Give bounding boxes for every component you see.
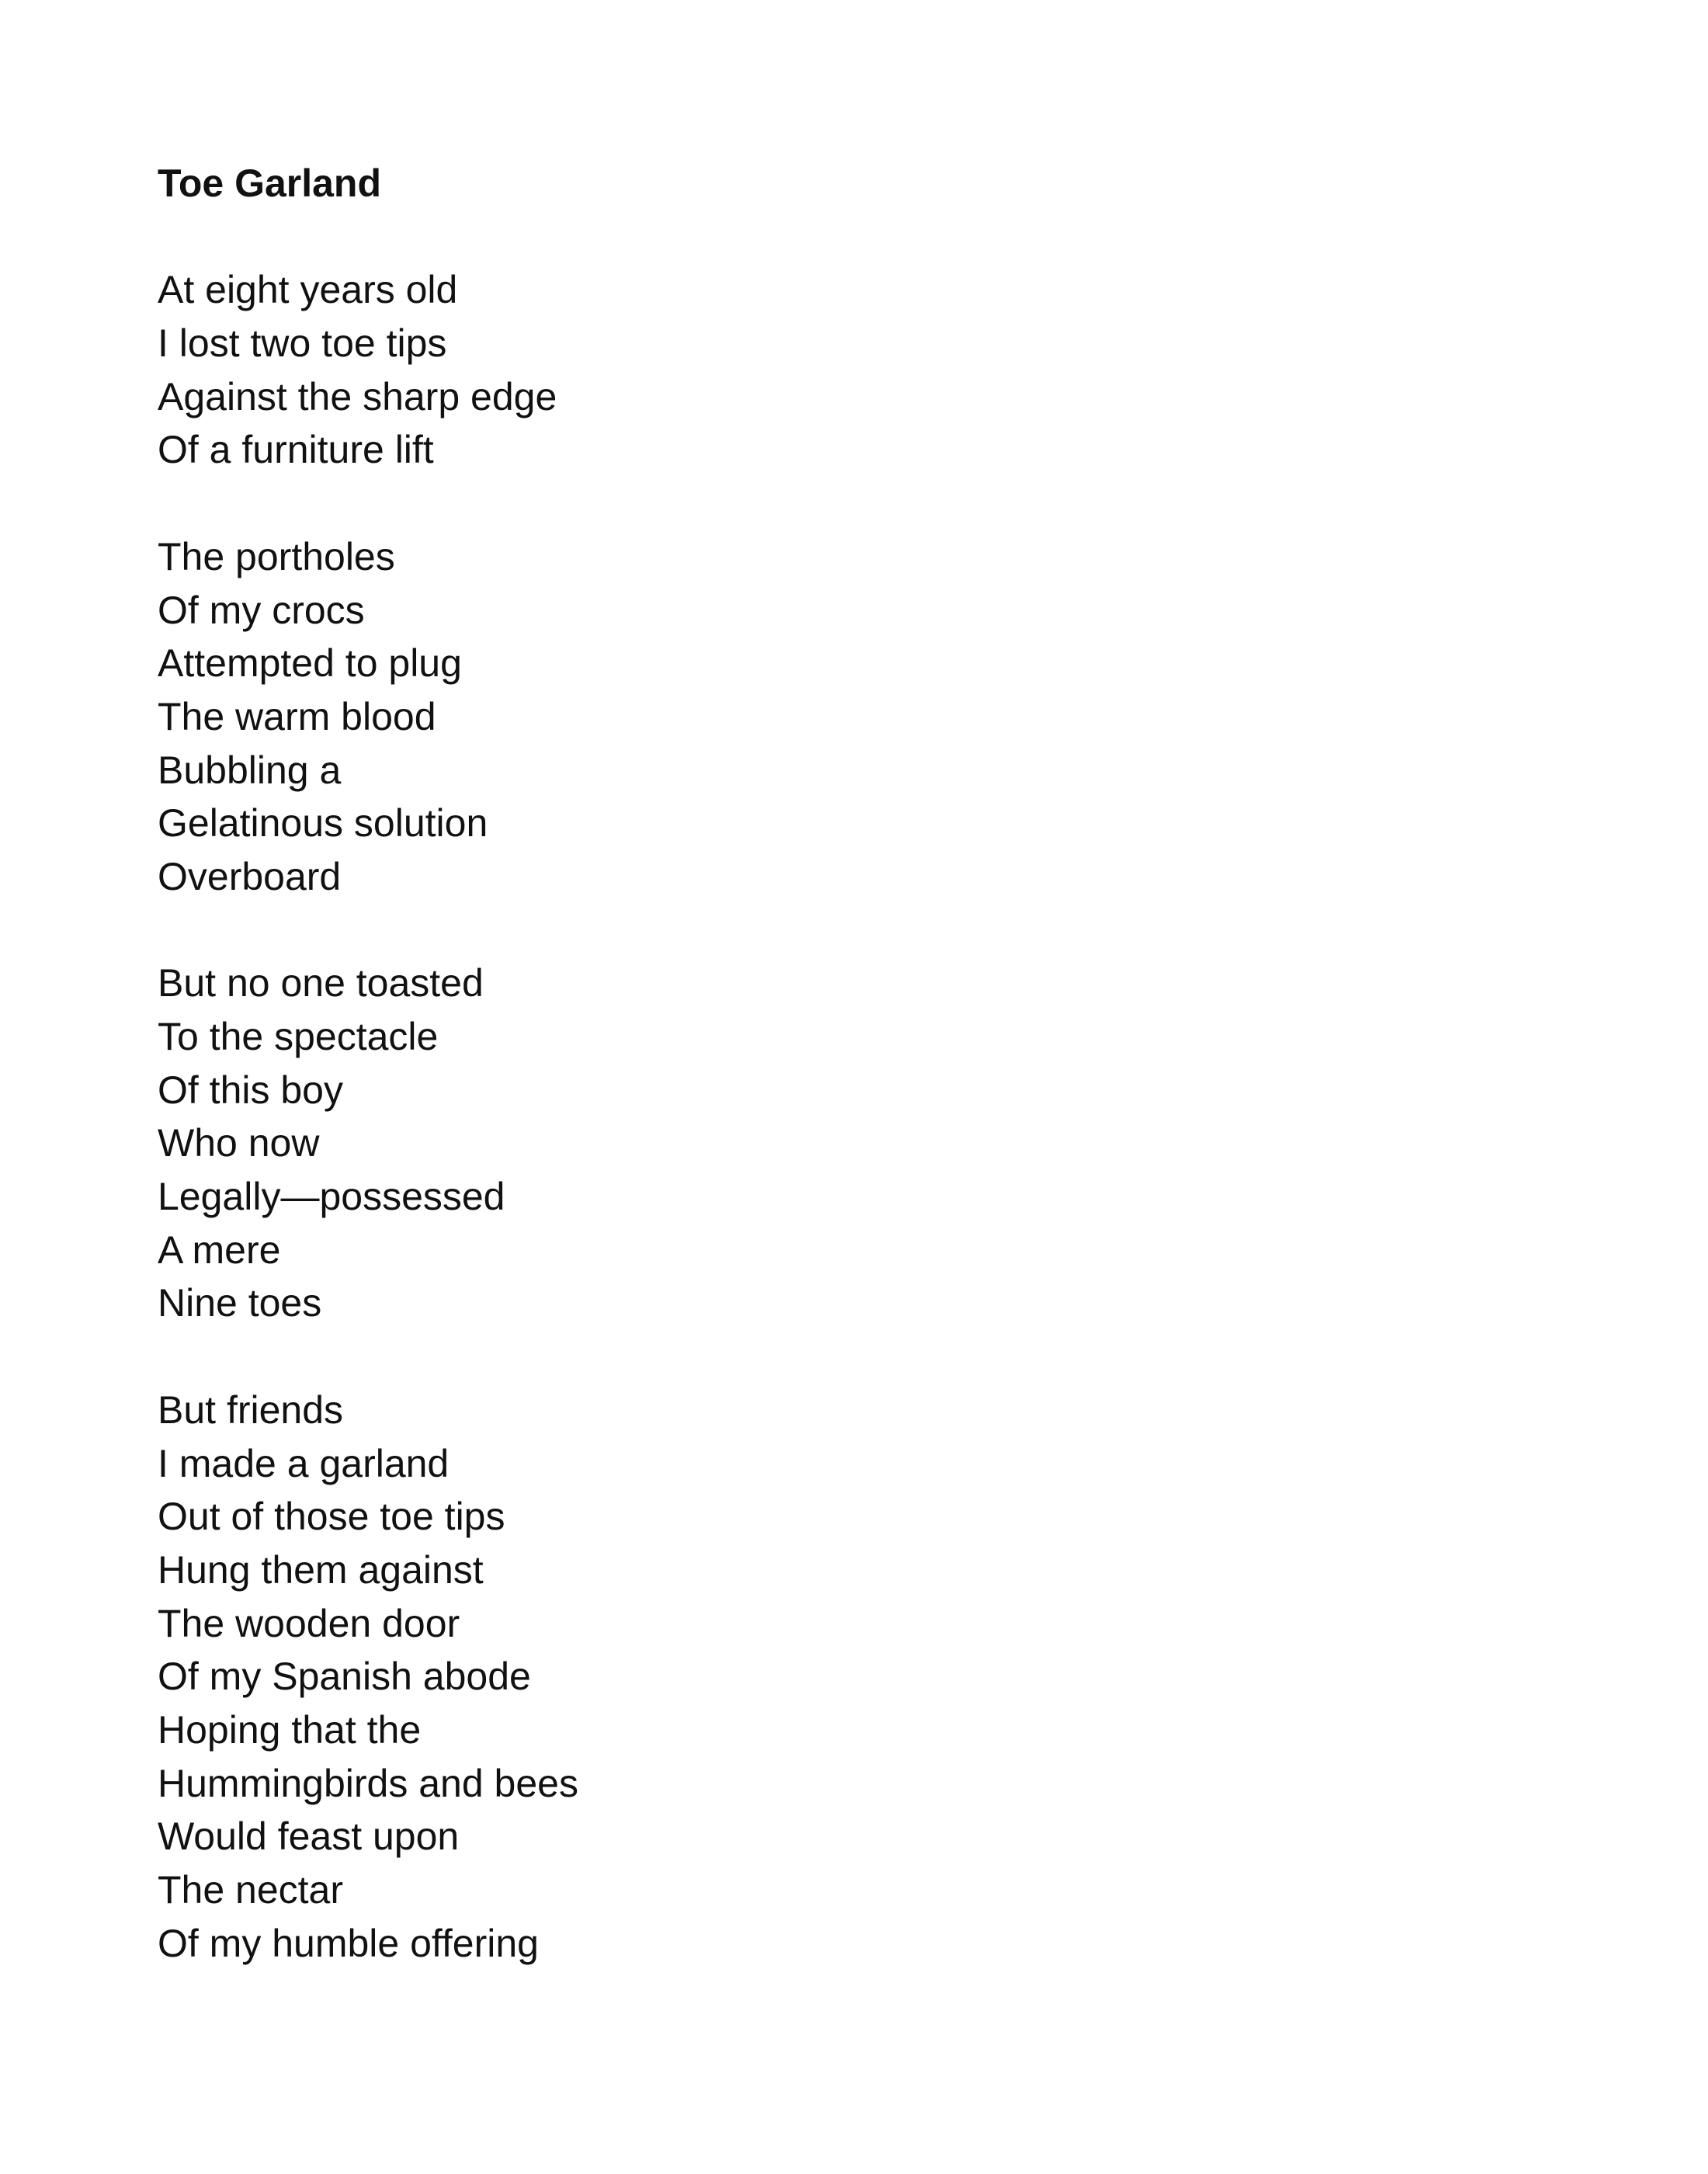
poem-line: Of my humble offering — [158, 1921, 539, 1965]
poem-line: Hummingbirds and bees — [158, 1761, 578, 1805]
poem-line: Legally—possessed — [158, 1175, 505, 1219]
stanza-1 — [158, 263, 578, 477]
poem-line: Hung them against — [158, 1547, 484, 1592]
poem-line: The wooden door — [158, 1601, 460, 1645]
poem-line: The nectar — [158, 1868, 344, 1912]
poem-line: Of my Spanish abode — [158, 1655, 531, 1699]
poem-line: Who now — [158, 1121, 320, 1165]
poem-line: Nine toes — [158, 1281, 322, 1325]
poem-line: Would feast upon — [158, 1815, 460, 1859]
poem-line: I lost two toe tips — [158, 321, 447, 366]
poem-line: Hoping that the — [158, 1707, 422, 1752]
poem — [158, 157, 578, 1970]
poem-title: Toe Garland — [158, 161, 382, 205]
poem-line: A mere — [158, 1228, 281, 1272]
poem-line: Overboard — [158, 854, 342, 898]
poem-line: The portholes — [158, 534, 395, 578]
poem-line: Gelatinous solution — [158, 801, 488, 846]
poem-line: Of a furniture lift — [158, 428, 434, 472]
poem-line: To the spectacle — [158, 1015, 439, 1058]
poem-line: Bubbling a — [158, 748, 342, 792]
poem-line: But no one toasted — [158, 961, 484, 1005]
poem-line: I made a garland — [158, 1441, 450, 1485]
poem-line: The warm blood — [158, 694, 436, 738]
stanza-2 — [158, 530, 578, 904]
poem-line: At eight years old — [158, 268, 458, 312]
poem-line: Attempted to plug — [158, 641, 462, 686]
poem-line: But friends — [158, 1387, 344, 1432]
stanza-4 — [158, 1384, 578, 1971]
poem-line: Of this boy — [158, 1068, 343, 1112]
stanza-3 — [158, 957, 578, 1330]
poem-line: Out of those toe tips — [158, 1495, 505, 1539]
poem-line: Against the sharp edge — [158, 374, 557, 418]
poem-line: Of my crocs — [158, 588, 365, 632]
